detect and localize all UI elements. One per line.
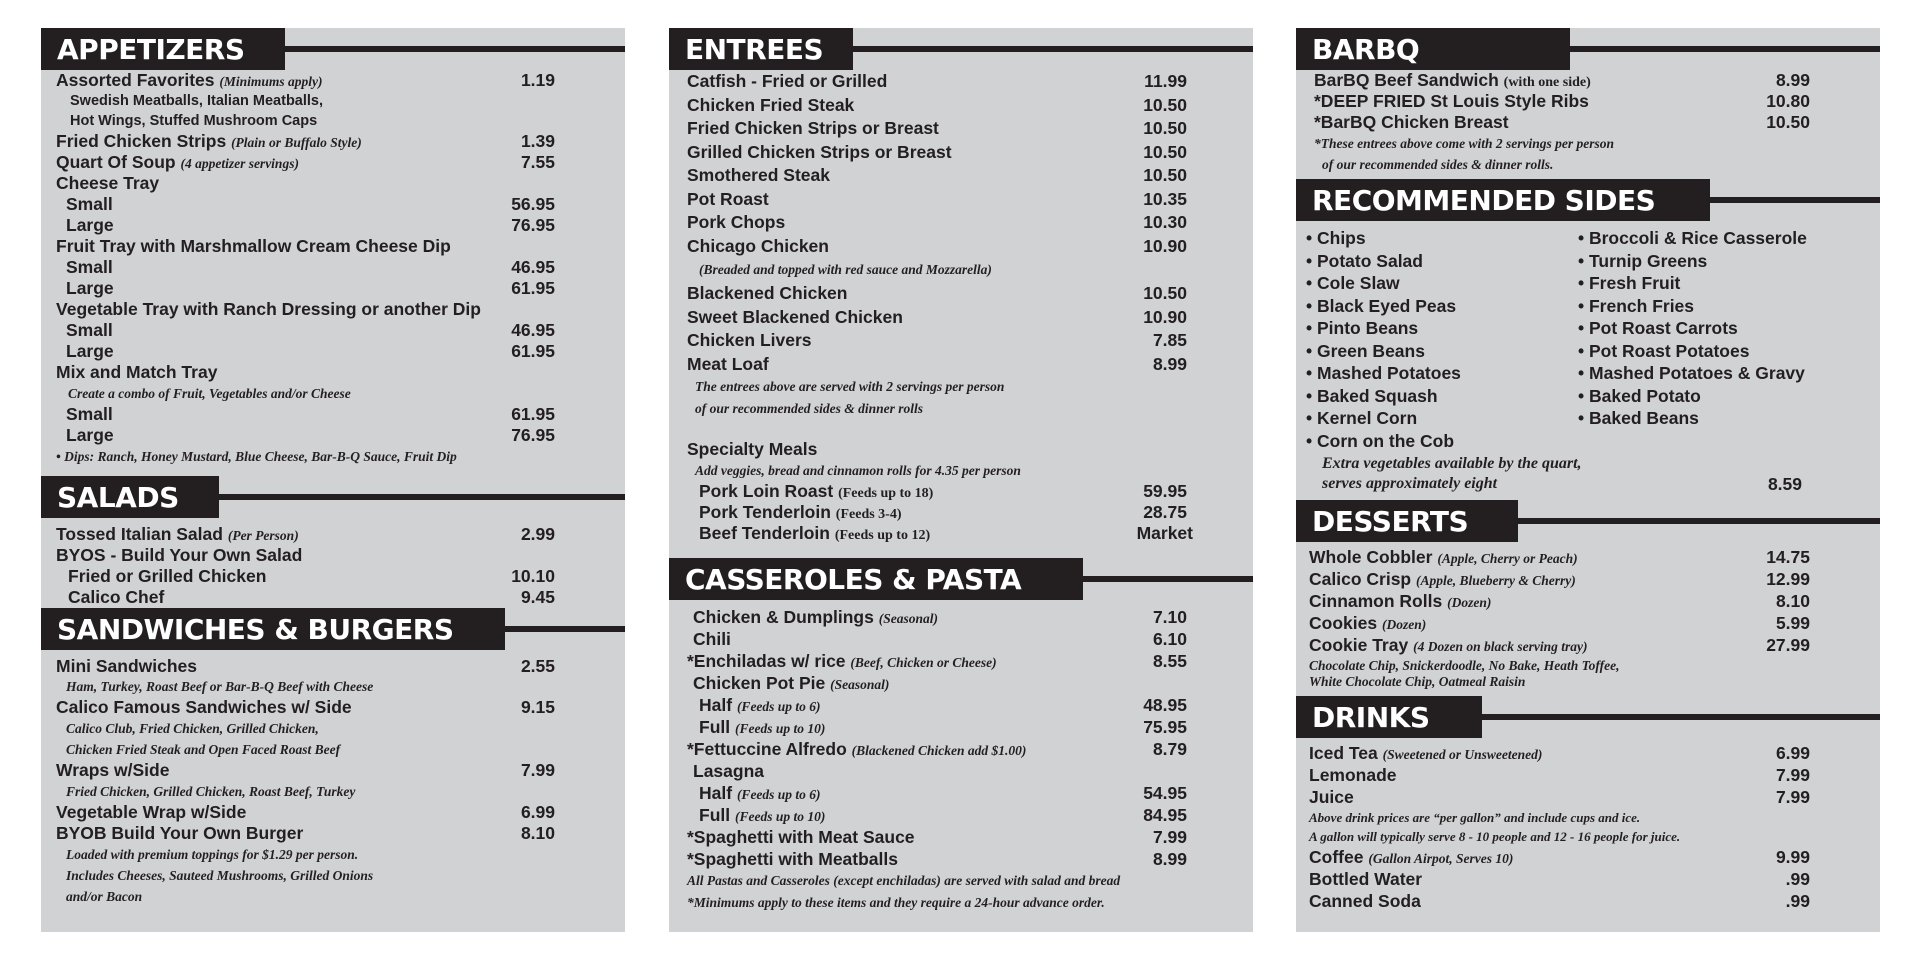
- menu-item: Tossed Italian Salad (Per Person) 2.99: [56, 524, 555, 544]
- menu-item: Cookie Tray (4 Dozen on black serving tray) 27.99: [1309, 635, 1810, 655]
- desserts-title: DESSERTS: [1296, 500, 1518, 542]
- menu-item: Vegetable Tray with Ranch Dressing or another Dip: [56, 299, 481, 319]
- sides-column-right: [1578, 227, 1850, 452]
- entrees-header: [669, 28, 1253, 70]
- dips-note: • Dips: Ranch, Honey Mustard, Blue Cheese, Bar-B-Q Sauce, Fruit Dip: [56, 449, 457, 464]
- casseroles-title: CASSEROLES & PASTA: [669, 558, 1083, 600]
- extra-vegetables-price: 8.59: [1767, 474, 1802, 494]
- menu-item: Meat Loaf 8.99: [687, 353, 1187, 374]
- menu-item: *BarBQ Chicken Breast 10.50: [1314, 112, 1810, 132]
- menu-item: Lemonade 7.99: [1309, 765, 1810, 785]
- menu-item: *Enchiladas w/ rice (Beef, Chicken or Cheese) 8.55: [687, 651, 1187, 671]
- menu-item: Large 76.95: [66, 215, 555, 235]
- menu-item: *Fettuccine Alfredo (Blackened Chicken add $1.00) 8.79: [687, 739, 1187, 759]
- menu-item: Mini Sandwiches 2.55: [56, 656, 555, 676]
- menu-item: Calico Famous Sandwiches w/ Side 9.15: [56, 697, 555, 717]
- sides-list: [1306, 227, 1850, 452]
- menu-item: Chili 6.10: [693, 629, 1187, 649]
- menu-item: Quart Of Soup (4 appetizer servings) 7.55: [56, 152, 555, 172]
- menu-item: Beef Tenderloin (Feeds up to 12) Market: [699, 523, 1193, 543]
- item-description: Create a combo of Fruit, Vegetables and/or Cheese: [68, 386, 351, 401]
- menu-item: Pot Roast 10.35: [687, 188, 1187, 209]
- item-description: (Breaded and topped with red sauce and Mozzarella): [699, 262, 992, 277]
- menu-item: Cinnamon Rolls (Dozen) 8.10: [1309, 591, 1810, 611]
- menu-item: BYOS - Build Your Own Salad: [56, 545, 303, 565]
- sandwiches-header: [41, 608, 625, 650]
- item-description: Ham, Turkey, Roast Beef or Bar-B-Q Beef with Cheese: [66, 679, 374, 694]
- side-item: • Baked Squash: [1306, 385, 1438, 406]
- item-description: and/or Bacon: [66, 889, 143, 904]
- barbq-title: BARBQ: [1296, 28, 1570, 70]
- menu-item: Fried or Grilled Chicken 10.10: [68, 566, 555, 586]
- menu-item: Whole Cobbler (Apple, Cherry or Peach) 14.75: [1309, 547, 1810, 567]
- side-item: • Fresh Fruit: [1578, 273, 1681, 293]
- side-item: • Turnip Greens: [1578, 250, 1708, 271]
- appetizers-title: APPETIZERS: [41, 28, 285, 70]
- menu-item: Cookies (Dozen) 5.99: [1309, 613, 1810, 633]
- sides-header: [1296, 179, 1880, 221]
- barbq-note: *These entrees above come with 2 servings per person: [1314, 136, 1614, 151]
- menu-item: Small 61.95: [66, 404, 555, 424]
- menu-panel-left: [41, 28, 625, 932]
- menu-item: Pork Chops 10.30: [687, 212, 1187, 232]
- menu-item: Small 46.95: [66, 257, 555, 277]
- barbq-note: of our recommended sides & dinner rolls.: [1322, 157, 1554, 172]
- desserts-header: [1296, 500, 1880, 542]
- side-item: • Kernel Corn: [1306, 408, 1418, 428]
- appetizers-header: [41, 28, 625, 70]
- side-item: • Baked Potato: [1578, 385, 1701, 406]
- menu-item: Chicken & Dumplings (Seasonal) 7.10: [693, 607, 1187, 627]
- entrees-title: ENTREES: [669, 28, 853, 70]
- menu-item: *Spaghetti with Meat Sauce 7.99: [687, 827, 1187, 847]
- menu-item: Assorted Favorites (Minimums apply) 1.19: [56, 70, 555, 90]
- menu-item: Vegetable Wrap w/Side 6.99: [56, 802, 555, 822]
- item-description: Hot Wings, Stuffed Mushroom Caps: [70, 113, 318, 129]
- drinks-note: A gallon will typically serve 8 - 10 people and 12 - 16 people for juice.: [1309, 829, 1681, 844]
- menu-panel-right: [1296, 28, 1880, 932]
- casseroles-note: *Minimums apply to these items and they require a 24-hour advance order.: [687, 895, 1105, 910]
- side-item: • Corn on the Cob: [1306, 430, 1455, 451]
- side-item: • Mashed Potatoes: [1306, 363, 1461, 383]
- menu-item: BYOB Build Your Own Burger 8.10: [56, 823, 555, 843]
- side-item: • Baked Beans: [1578, 408, 1699, 428]
- menu-item: Cheese Tray: [56, 173, 160, 193]
- specialty-description: Add veggies, bread and cinnamon rolls for 4.35 per person: [695, 463, 1021, 478]
- drinks-title: DRINKS: [1296, 696, 1482, 738]
- menu-item: Mix and Match Tray: [56, 362, 218, 382]
- side-item: • Pot Roast Carrots: [1578, 318, 1738, 338]
- menu-item: Wraps w/Side 7.99: [56, 760, 555, 780]
- side-item: • Mashed Potatoes & Gravy: [1578, 363, 1805, 383]
- side-item: • Chips: [1306, 228, 1366, 248]
- specialty-heading: Specialty Meals: [687, 439, 818, 459]
- menu-item: Calico Chef 9.45: [68, 587, 555, 607]
- item-description: Chicken Fried Steak and Open Faced Roast Beef: [66, 742, 341, 757]
- side-item: • Pinto Beans: [1306, 318, 1419, 338]
- menu-item: Half (Feeds up to 6) 48.95: [699, 695, 1187, 715]
- extra-vegetables-line: Extra vegetables available by the quart,: [1322, 455, 1582, 472]
- menu-item: Fried Chicken Strips (Plain or Buffalo Style) 1.39: [56, 131, 555, 151]
- menu-item: Smothered Steak 10.50: [687, 165, 1187, 185]
- menu-item: Large 76.95: [66, 425, 555, 445]
- menu-item: Chicken Fried Steak 10.50: [687, 94, 1187, 115]
- menu-item: Pork Tenderloin (Feeds 3-4) 28.75: [699, 502, 1187, 522]
- menu-item: Full (Feeds up to 10) 84.95: [699, 805, 1187, 825]
- item-description: Calico Club, Fried Chicken, Grilled Chicken,: [66, 721, 319, 736]
- menu-item: *Spaghetti with Meatballs 8.99: [687, 849, 1187, 869]
- menu-item: Iced Tea (Sweetened or Unsweetened) 6.99: [1309, 743, 1810, 763]
- menu-item: Lasagna: [693, 761, 764, 781]
- menu-item: Small 46.95: [66, 320, 555, 340]
- menu-item: Grilled Chicken Strips or Breast 10.50: [687, 141, 1187, 162]
- menu-item: Pork Loin Roast (Feeds up to 18) 59.95: [699, 481, 1187, 501]
- menu-item: Catfish - Fried or Grilled 11.99: [687, 71, 1187, 91]
- salads-header: [41, 476, 625, 518]
- item-description: Includes Cheeses, Sauteed Mushrooms, Grilled Onions: [66, 868, 374, 883]
- side-item: • Pot Roast Potatoes: [1578, 340, 1750, 361]
- item-description: Swedish Meatballs, Italian Meatballs,: [70, 93, 324, 109]
- menu-item: Fruit Tray with Marshmallow Cream Cheese Dip: [56, 236, 451, 256]
- sandwiches-title: SANDWICHES & BURGERS: [41, 608, 505, 650]
- side-item: • Broccoli & Rice Casserole: [1578, 228, 1807, 248]
- sides-column-left: [1306, 227, 1578, 452]
- menu-item: Large 61.95: [66, 341, 555, 361]
- casseroles-note: All Pastas and Casseroles (except enchiladas) are served with salad and bread: [687, 873, 1121, 888]
- menu-item: Coffee (Gallon Airpot, Serves 10) 9.99: [1309, 847, 1810, 867]
- menu-panel-middle: [669, 28, 1253, 932]
- menu-item: Canned Soda .99: [1309, 891, 1810, 911]
- casseroles-header: [669, 558, 1253, 600]
- side-item: • Potato Salad: [1306, 250, 1423, 271]
- side-item: • Cole Slaw: [1306, 273, 1400, 293]
- desserts-description: White Chocolate Chip, Oatmeal Raisin: [1309, 674, 1526, 689]
- menu-item: Half (Feeds up to 6) 54.95: [699, 783, 1187, 803]
- drinks-header: [1296, 696, 1880, 738]
- menu-item: Fried Chicken Strips or Breast 10.50: [687, 118, 1187, 138]
- menu-item: Large 61.95: [66, 278, 555, 298]
- menu-item: *DEEP FRIED St Louis Style Ribs 10.80: [1314, 91, 1810, 111]
- menu-item: Chicken Livers 7.85: [687, 330, 1187, 350]
- drinks-note: Above drink prices are “per gallon” and include cups and ice.: [1309, 810, 1641, 825]
- sides-title: RECOMMENDED SIDES: [1296, 179, 1710, 221]
- menu-item: Juice 7.99: [1309, 787, 1810, 807]
- barbq-header: [1296, 28, 1880, 70]
- desserts-description: Chocolate Chip, Snickerdoodle, No Bake, Heath Toffee,: [1309, 658, 1620, 673]
- salads-title: SALADS: [41, 476, 219, 518]
- menu-item: Chicken Pot Pie (Seasonal): [693, 673, 890, 693]
- menu-item: Blackened Chicken 10.50: [687, 283, 1187, 303]
- extra-vegetables: [1306, 454, 1802, 494]
- item-description: Fried Chicken, Grilled Chicken, Roast Beef, Turkey: [66, 784, 356, 799]
- entrees-note: The entrees above are served with 2 servings per person: [695, 379, 1005, 394]
- side-item: • Black Eyed Peas: [1306, 295, 1457, 316]
- menu-item: Calico Crisp (Apple, Blueberry & Cherry) 12.99: [1309, 569, 1810, 589]
- extra-vegetables-line: serves approximately eight: [1322, 475, 1498, 492]
- side-item: • French Fries: [1578, 295, 1695, 316]
- item-description: Loaded with premium toppings for $1.29 per person.: [66, 847, 359, 862]
- menu-item: BarBQ Beef Sandwich (with one side) 8.99: [1314, 70, 1810, 90]
- menu-item: Bottled Water .99: [1309, 869, 1810, 889]
- menu-item: Full (Feeds up to 10) 75.95: [699, 717, 1187, 737]
- menu-item: Sweet Blackened Chicken 10.90: [687, 306, 1187, 327]
- menu-item: Small 56.95: [66, 194, 555, 214]
- menu-item: Chicago Chicken 10.90: [687, 235, 1187, 256]
- side-item: • Green Beans: [1306, 340, 1425, 361]
- entrees-note: of our recommended sides & dinner rolls: [695, 401, 924, 416]
